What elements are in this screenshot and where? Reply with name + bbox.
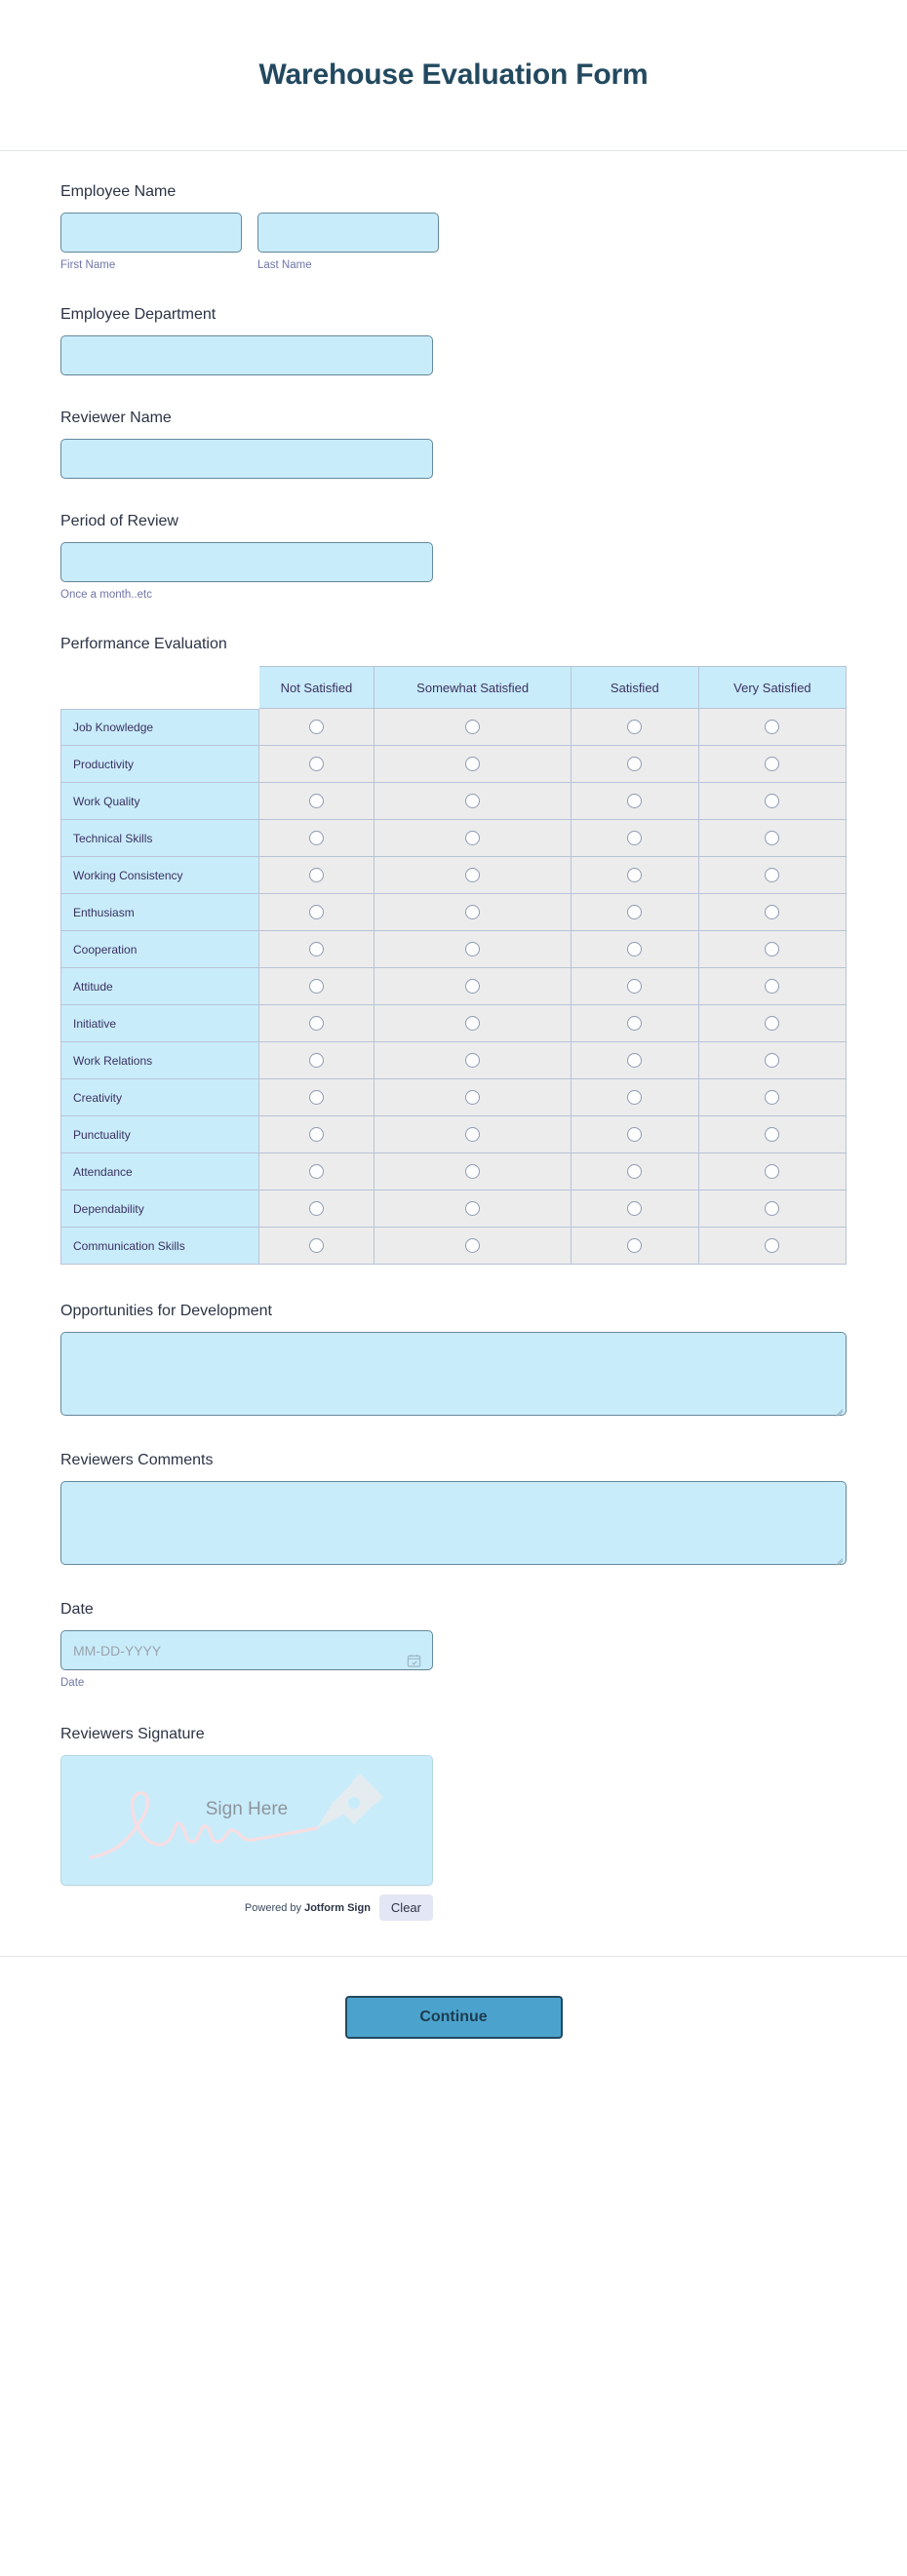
table-row [60,1190,847,1228]
radio-icon[interactable] [465,831,480,845]
date-group [60,1630,433,1690]
evaluation-radio-cell[interactable] [699,968,847,1005]
radio-icon[interactable] [309,1090,324,1105]
evaluation-radio-cell[interactable] [375,968,572,1005]
continue-button[interactable]: Continue [345,1996,563,2039]
evaluation-radio-cell[interactable] [259,1042,375,1079]
radio-icon[interactable] [465,794,480,808]
evaluation-radio-cell[interactable] [375,1005,572,1042]
evaluation-radio-cell[interactable] [572,1116,699,1153]
evaluation-table [60,666,847,1265]
evaluation-radio-cell[interactable] [572,968,699,1005]
evaluation-radio-cell[interactable] [572,709,699,746]
radio-icon[interactable] [465,942,480,956]
evaluation-radio-cell[interactable] [572,1042,699,1079]
evaluation-radio-cell[interactable] [572,1079,699,1116]
employee-name-label: Employee Name [60,183,177,200]
evaluation-corner-cell [60,666,259,709]
evaluation-radio-cell[interactable] [572,783,699,820]
radio-icon[interactable] [627,942,642,956]
form-footer [0,1956,907,2078]
evaluation-radio-cell[interactable] [699,1116,847,1153]
radio-icon[interactable] [465,1164,480,1179]
evaluation-row-label: Productivity [60,746,259,783]
radio-icon[interactable] [465,1201,480,1216]
radio-icon[interactable] [765,868,779,882]
evaluation-radio-cell[interactable] [375,1153,572,1190]
evaluation-radio-cell[interactable] [259,820,375,857]
first-name-sublabel: First Name [60,259,116,271]
form-header [0,0,907,151]
evaluation-radio-cell[interactable] [572,746,699,783]
evaluation-radio-cell[interactable] [259,1228,375,1265]
last-name-input[interactable] [257,213,439,253]
evaluation-row-label: Work Quality [60,783,259,820]
evaluation-radio-cell[interactable] [699,931,847,968]
reviewers-comments-label: Reviewers Comments [60,1452,214,1468]
field-employee-name [0,182,907,272]
evaluation-radio-cell[interactable] [259,968,375,1005]
radio-icon[interactable] [627,905,642,919]
evaluation-row-label: Communication Skills [60,1228,259,1265]
evaluation-radio-cell[interactable] [572,1228,699,1265]
radio-icon[interactable] [309,1016,324,1031]
field-employee-department [0,305,907,375]
radio-icon[interactable] [627,831,642,845]
field-reviewers-comments [0,1451,907,1565]
radio-icon[interactable] [465,757,480,771]
form-body [0,182,907,1921]
evaluation-radio-cell[interactable] [699,820,847,857]
evaluation-radio-cell[interactable] [259,746,375,783]
table-row [60,1005,847,1042]
radio-icon[interactable] [465,868,480,882]
evaluation-radio-cell[interactable] [572,820,699,857]
signature-pad[interactable] [60,1755,433,1886]
table-row [60,1153,847,1190]
period-of-review-sublabel: Once a month..etc [60,589,152,601]
radio-icon[interactable] [465,1053,480,1068]
field-performance-evaluation [0,635,907,654]
radio-icon[interactable] [309,979,324,994]
evaluation-radio-cell[interactable] [699,1005,847,1042]
powered-by-text [245,1902,371,1914]
evaluation-radio-cell[interactable] [699,783,847,820]
evaluation-row-label: Attitude [60,968,259,1005]
period-of-review-input[interactable] [60,542,433,582]
radio-icon[interactable] [465,905,480,919]
radio-icon[interactable] [309,720,324,734]
evaluation-radio-cell[interactable] [259,709,375,746]
evaluation-radio-cell[interactable] [375,894,572,931]
radio-icon[interactable] [765,942,779,956]
table-row [60,709,847,746]
opportunities-textarea[interactable] [60,1332,847,1416]
employee-department-input[interactable] [60,335,433,375]
evaluation-row-label: Initiative [60,1005,259,1042]
table-row [60,746,847,783]
opportunities-group [60,1332,847,1416]
first-name-input[interactable] [60,213,242,253]
radio-icon[interactable] [309,1053,324,1068]
evaluation-radio-cell[interactable] [572,1153,699,1190]
reviewers-comments-group [60,1481,847,1565]
radio-icon[interactable] [309,1238,324,1253]
evaluation-radio-cell[interactable] [375,783,572,820]
reviewer-name-group [60,439,433,479]
radio-icon[interactable] [765,720,779,734]
radio-icon[interactable] [465,1238,480,1253]
evaluation-radio-cell[interactable] [699,1190,847,1228]
signature-placeholder: Sign Here [205,1799,289,1819]
evaluation-row-label: Creativity [60,1079,259,1116]
table-row [60,1228,847,1265]
table-row [60,931,847,968]
field-reviewer-name [0,409,907,479]
radio-icon[interactable] [465,1016,480,1031]
radio-icon[interactable] [627,868,642,882]
evaluation-radio-cell[interactable] [259,1005,375,1042]
evaluation-radio-cell[interactable] [259,1190,375,1228]
reviewer-name-label: Reviewer Name [60,410,172,426]
evaluation-radio-cell[interactable] [375,1079,572,1116]
table-row [60,820,847,857]
radio-icon[interactable] [465,720,480,734]
powered-by-brand: Jotform Sign [304,1901,371,1914]
evaluation-radio-cell[interactable] [375,1228,572,1265]
evaluation-column-header: Satisfied [572,666,699,709]
evaluation-table-head [60,666,847,709]
reviewer-name-input[interactable] [60,439,433,479]
evaluation-radio-cell[interactable] [375,931,572,968]
table-row [60,1042,847,1079]
radio-icon[interactable] [309,757,324,771]
evaluation-row-label: Punctuality [60,1116,259,1153]
evaluation-radio-cell[interactable] [259,1116,375,1153]
employee-department-label: Employee Department [60,306,217,323]
evaluation-radio-cell[interactable] [375,1190,572,1228]
field-date [0,1600,907,1690]
evaluation-radio-cell[interactable] [375,857,572,894]
radio-icon[interactable] [309,942,324,956]
table-row [60,968,847,1005]
radio-icon[interactable] [765,831,779,845]
clear-signature-button[interactable]: Clear [379,1894,433,1921]
evaluation-radio-cell[interactable] [572,1190,699,1228]
evaluation-radio-cell[interactable] [259,894,375,931]
table-row [60,1079,847,1116]
radio-icon[interactable] [765,1201,779,1216]
radio-icon[interactable] [627,1238,642,1253]
radio-icon[interactable] [309,1127,324,1142]
evaluation-row-label: Job Knowledge [60,709,259,746]
field-period-of-review [0,512,907,602]
radio-icon[interactable] [627,1127,642,1142]
evaluation-radio-cell[interactable] [375,1042,572,1079]
radio-icon[interactable] [465,1127,480,1142]
radio-icon[interactable] [765,794,779,808]
period-of-review-label: Period of Review [60,513,178,529]
radio-icon[interactable] [627,1201,642,1216]
radio-icon[interactable] [309,1201,324,1216]
evaluation-row-label: Dependability [60,1190,259,1228]
radio-icon[interactable] [309,831,324,845]
employee-name-row [60,213,847,272]
powered-by-prefix: Powered by [244,1901,302,1914]
radio-icon[interactable] [627,1016,642,1031]
radio-icon[interactable] [627,1053,642,1068]
field-opportunities [0,1302,907,1416]
evaluation-radio-cell[interactable] [572,894,699,931]
evaluation-radio-cell[interactable] [699,1079,847,1116]
reviewers-signature-label: Reviewers Signature [60,1726,205,1742]
last-name-sublabel: Last Name [257,259,312,271]
evaluation-column-header: Not Satisfied [259,666,375,709]
radio-icon[interactable] [627,1090,642,1105]
date-label: Date [60,1601,94,1618]
last-name-group [257,213,439,272]
radio-icon[interactable] [627,979,642,994]
radio-icon[interactable] [765,1238,779,1253]
evaluation-radio-cell[interactable] [259,931,375,968]
signature-footer [60,1894,433,1921]
evaluation-column-header: Very Satisfied [699,666,847,709]
radio-icon[interactable] [309,794,324,808]
radio-icon[interactable] [309,1164,324,1179]
page-title: Warehouse Evaluation Form [258,59,649,91]
radio-icon[interactable] [465,1090,480,1105]
evaluation-row-label: Enthusiasm [60,894,259,931]
reviewers-comments-textarea[interactable] [60,1481,847,1565]
evaluation-radio-cell[interactable] [699,1228,847,1265]
evaluation-radio-cell[interactable] [699,1153,847,1190]
performance-evaluation-matrix [0,666,907,1265]
table-row [60,894,847,931]
evaluation-radio-cell[interactable] [259,783,375,820]
radio-icon[interactable] [627,1164,642,1179]
radio-icon[interactable] [627,757,642,771]
date-input[interactable] [60,1630,433,1670]
evaluation-column-header: Somewhat Satisfied [375,666,572,709]
radio-icon[interactable] [627,720,642,734]
radio-icon[interactable] [765,979,779,994]
radio-icon[interactable] [309,868,324,882]
employee-department-group [60,335,433,375]
evaluation-radio-cell[interactable] [375,820,572,857]
evaluation-row-label: Cooperation [60,931,259,968]
evaluation-row-label: Working Consistency [60,857,259,894]
radio-icon[interactable] [765,1016,779,1031]
evaluation-radio-cell[interactable] [375,1116,572,1153]
radio-icon[interactable] [465,979,480,994]
evaluation-radio-cell[interactable] [699,894,847,931]
evaluation-row-label: Technical Skills [60,820,259,857]
first-name-group [60,213,242,272]
table-row [60,783,847,820]
evaluation-radio-cell[interactable] [375,746,572,783]
radio-icon[interactable] [627,794,642,808]
evaluation-radio-cell[interactable] [572,931,699,968]
evaluation-radio-cell[interactable] [699,746,847,783]
radio-icon[interactable] [765,1090,779,1105]
radio-icon[interactable] [765,1164,779,1179]
evaluation-radio-cell[interactable] [259,857,375,894]
evaluation-radio-cell[interactable] [375,709,572,746]
evaluation-row-label: Attendance [60,1153,259,1190]
table-row [60,857,847,894]
evaluation-radio-cell[interactable] [259,1079,375,1116]
evaluation-radio-cell[interactable] [572,857,699,894]
opportunities-label: Opportunities for Development [60,1303,272,1319]
evaluation-radio-cell[interactable] [699,1042,847,1079]
evaluation-row-label: Work Relations [60,1042,259,1079]
radio-icon[interactable] [765,905,779,919]
signature-watermark-icon [61,1756,433,1886]
radio-icon[interactable] [765,1127,779,1142]
evaluation-radio-cell[interactable] [572,1005,699,1042]
table-row [60,1116,847,1153]
evaluation-table-body [60,709,847,1265]
evaluation-radio-cell[interactable] [699,709,847,746]
radio-icon[interactable] [765,757,779,771]
evaluation-radio-cell[interactable] [699,857,847,894]
performance-evaluation-label: Performance Evaluation [60,636,227,652]
field-reviewers-signature [0,1725,907,1921]
period-of-review-group [60,542,433,602]
radio-icon[interactable] [309,905,324,919]
date-sublabel: Date [60,1677,85,1689]
evaluation-header-row [60,666,847,709]
evaluation-radio-cell[interactable] [259,1153,375,1190]
radio-icon[interactable] [765,1053,779,1068]
